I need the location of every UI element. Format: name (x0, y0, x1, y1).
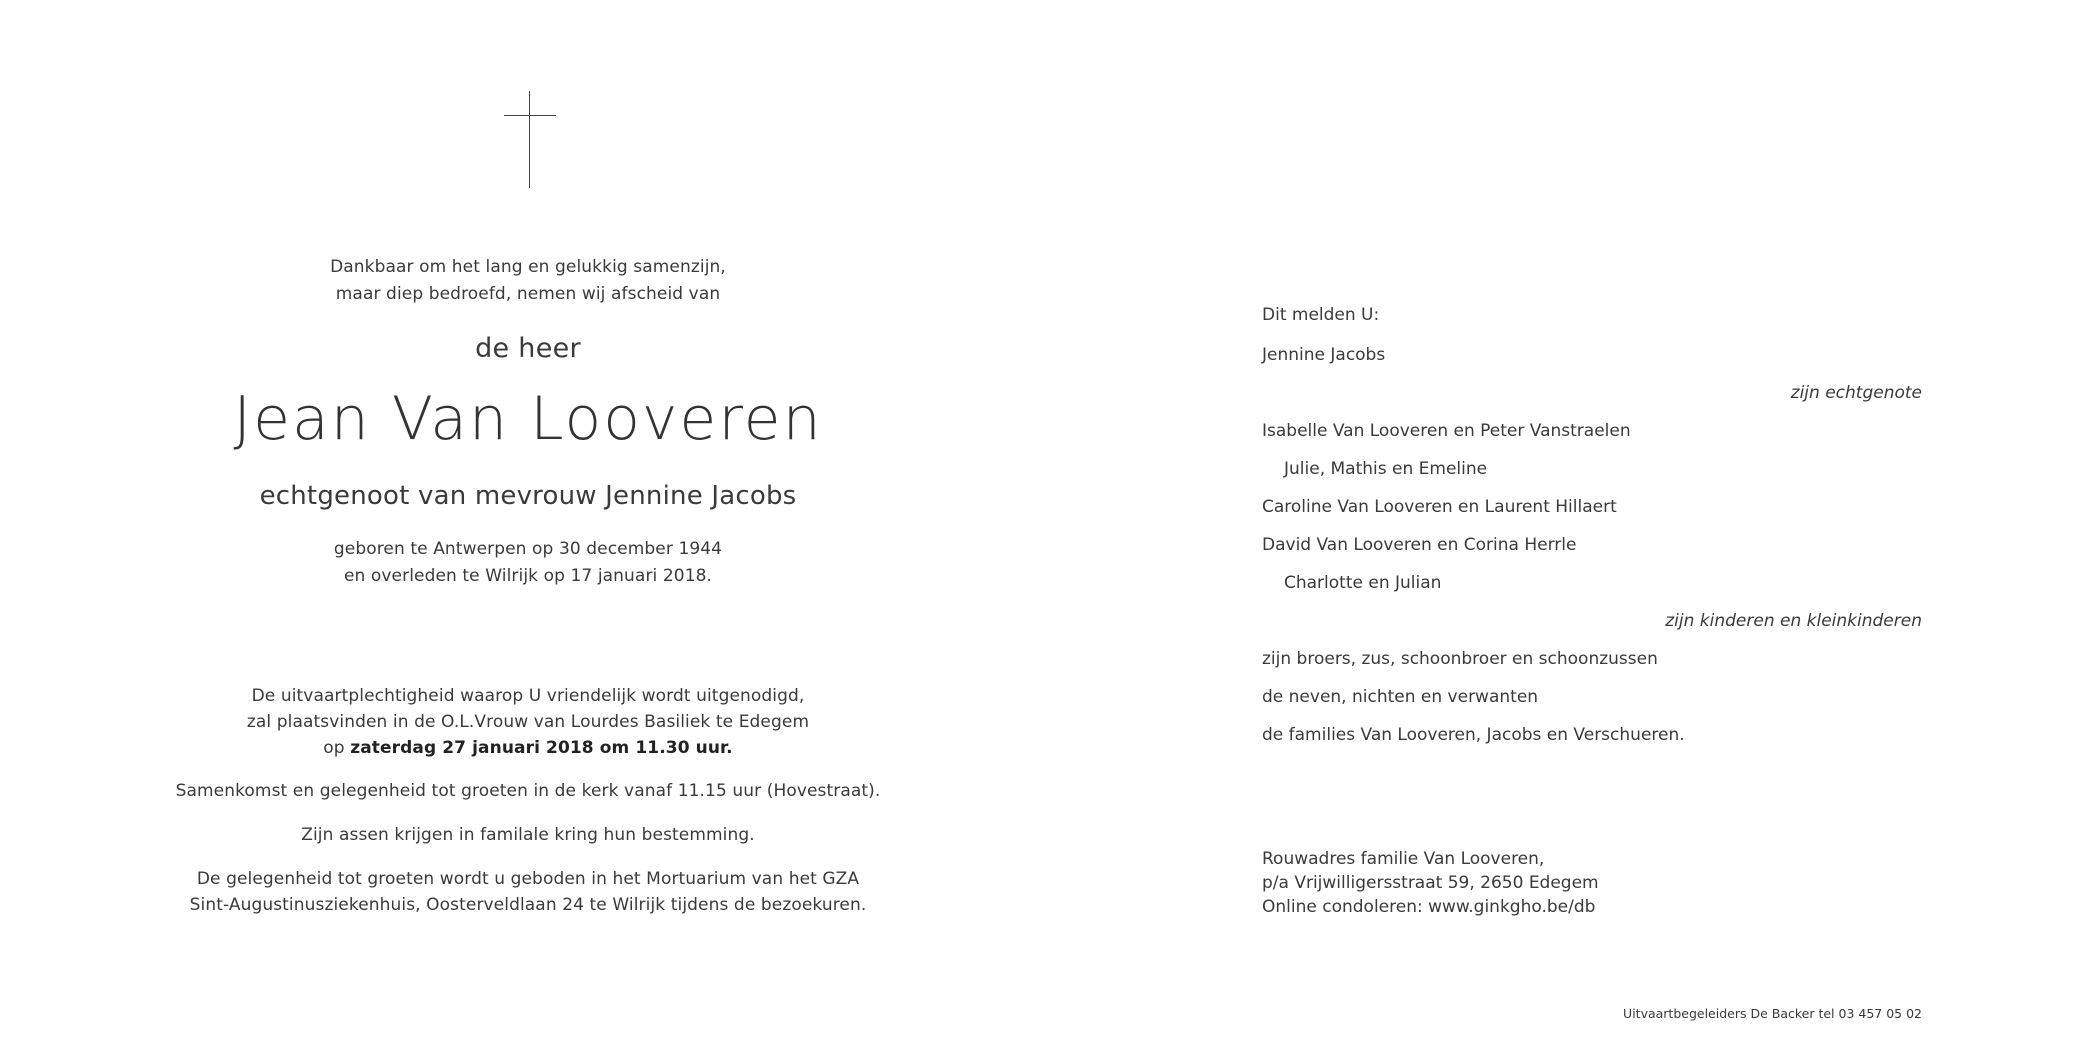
cross-icon (504, 91, 556, 188)
condolence-line: Online condoleren: www.ginkgho.be/db (1262, 897, 1596, 917)
visitation-line-2: Sint-Augustinusziekenhuis, Oosterveldlaan 24 te Wilrijk tijdens de bezoekuren. (189, 895, 867, 915)
ceremony-date-line (0, 738, 1056, 758)
children-role: zijn kinderen en kleinkinderen (1665, 611, 1922, 631)
ceremony-date-prefix: op (323, 738, 351, 758)
families: de families Van Looveren, Jacobs en Verschueren. (1262, 725, 1685, 745)
ceremony-date: zaterdag 27 januari 2018 om 11.30 uur. (350, 738, 733, 758)
death-line: en overleden te Wilrijk op 17 januari 2018. (343, 566, 713, 586)
siblings: zijn broers, zus, schoonbroer en schoonzussen (1262, 649, 1658, 669)
spouse-role: zijn echtgenote (1790, 383, 1922, 403)
spouse-name: Jennine Jacobs (1262, 345, 1386, 365)
intro-line-1: Dankbaar om het lang en gelukkig samenzijn, (330, 257, 726, 277)
spouse-line: echtgenoot van mevrouw Jennine Jacobs (259, 481, 797, 511)
ashes-text: Zijn assen krijgen in familale kring hun bestemming. (301, 825, 755, 845)
address-line-2: p/a Vrijwilligersstraat 59, 2650 Edegem (1262, 873, 1599, 893)
announcer: Dit melden U: (1262, 305, 1380, 325)
ceremony-line-1: De uitvaartplechtigheid waarop U vriendelijk wordt uitgenodigd, (251, 686, 805, 706)
right-panel (1262, 0, 1922, 1049)
birth-line: geboren te Antwerpen op 30 december 1944 (333, 539, 723, 559)
child-family-1: Isabelle Van Looveren en Peter Vanstraelen (1262, 421, 1631, 441)
cousins: de neven, nichten en verwanten (1262, 687, 1539, 707)
child-family-3: David Van Looveren en Corina Herrle (1262, 535, 1577, 555)
honorific: de heer (475, 333, 581, 364)
gathering-text: Samenkomst en gelegenheid tot groeten in de kerk vanaf 11.15 uur (Hovestraat). (175, 781, 881, 801)
grandchildren-1: Julie, Mathis en Emeline (1284, 459, 1488, 479)
child-family-2: Caroline Van Looveren en Laurent Hillaert (1262, 497, 1617, 517)
deceased-name: Jean Van Looveren (233, 384, 823, 454)
grandchildren-3: Charlotte en Julian (1284, 573, 1442, 593)
visitation-line-1: De gelegenheid tot groeten wordt u geboden in het Mortuarium van het GZA (196, 869, 860, 889)
address-line-1: Rouwadres familie Van Looveren, (1262, 849, 1545, 869)
intro-line-2: maar diep bedroefd, nemen wij afscheid van (335, 284, 721, 304)
ceremony-line-2: zal plaatsvinden in de O.L.Vrouw van Lourdes Basiliek te Edegem (246, 712, 810, 732)
funeral-director-footer: Uitvaartbegeleiders De Backer tel 03 457 05 02 (1623, 1006, 1922, 1021)
